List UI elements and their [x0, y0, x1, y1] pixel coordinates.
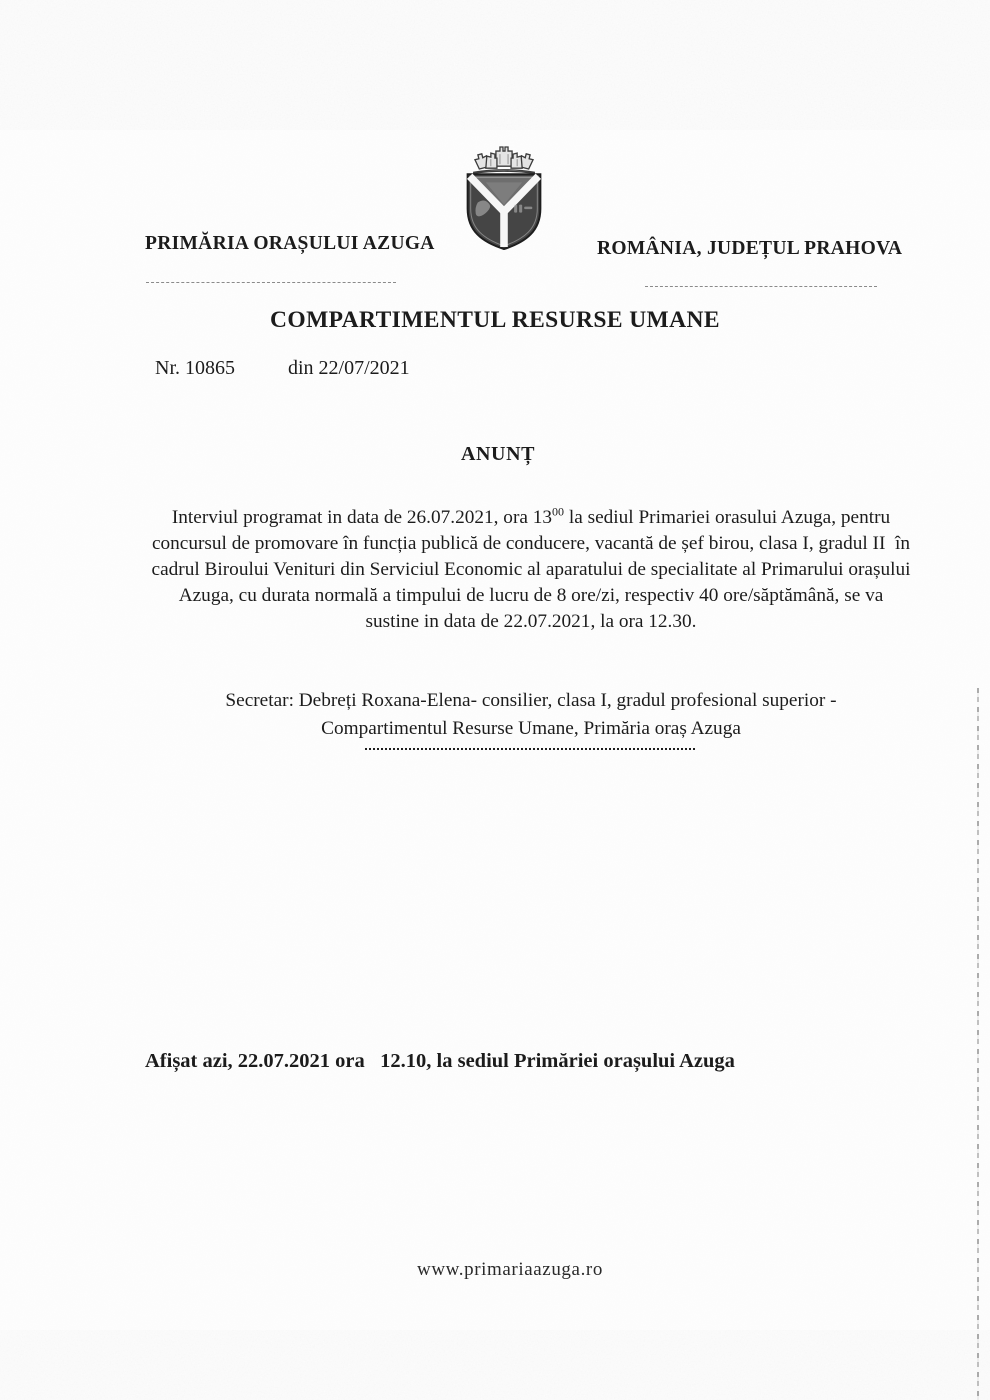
- registration-number: Nr. 10865: [155, 357, 235, 379]
- header-divider-left: [146, 282, 396, 283]
- scan-noise-band-bottom: [0, 1330, 990, 1400]
- announcement-heading: ANUNȚ: [460, 443, 536, 465]
- posted-notice: Afișat azi, 22.07.2021 ora 12.10, la sediul Primăriei orașului Azuga: [145, 1050, 735, 1072]
- announcement-body-part1: Interviul programat in data de 26.07.2021, ora 13: [171, 507, 553, 528]
- coat-of-arms-icon: [462, 146, 546, 250]
- scan-artifact-line: [977, 688, 979, 1400]
- announcement-body-part2: la sediul Primariei orasului Azuga, pentru concursul de promovare în funcția publică de conducere, vacantă de șef birou, clasa I, gradul II în cadrul Biroului Venituri din Serviciul Economic al aparatului de specialitate al Primarului orașului Azuga, cu durata normală a timpului de lucru de 8 ore/zi, respectiv 40 ore/săptămână, se va sustine in data de 22.07.2021, la ora 12.30.: [151, 507, 915, 632]
- registration-date: din 22/07/2021: [288, 357, 410, 379]
- registration-line: [155, 357, 410, 380]
- secretary-info-line1: Secretar: Debreți Roxana-Elena- consilier, clasa I, gradul profesional superior -: [225, 690, 837, 711]
- department-title: COMPARTIMENTUL RESURSE UMANE: [270, 307, 720, 333]
- secretary-info-line2: Compartimentul Resurse Umane, Primăria oraș Azuga: [321, 718, 741, 739]
- institution-name: PRIMĂRIA ORAȘULUI AZUGA: [145, 233, 435, 254]
- scan-noise-band-top: [0, 0, 990, 130]
- signature-dotted-line: [365, 748, 695, 750]
- country-county-name: ROMÂNIA, JUDEȚUL PRAHOVA: [597, 238, 903, 259]
- website-url: www.primariaazuga.ro: [417, 1259, 603, 1280]
- announcement-time-superscript: 00: [552, 504, 565, 519]
- header-divider-right: [645, 286, 877, 287]
- announcement-body: [150, 504, 915, 635]
- secretary-info: [150, 687, 912, 743]
